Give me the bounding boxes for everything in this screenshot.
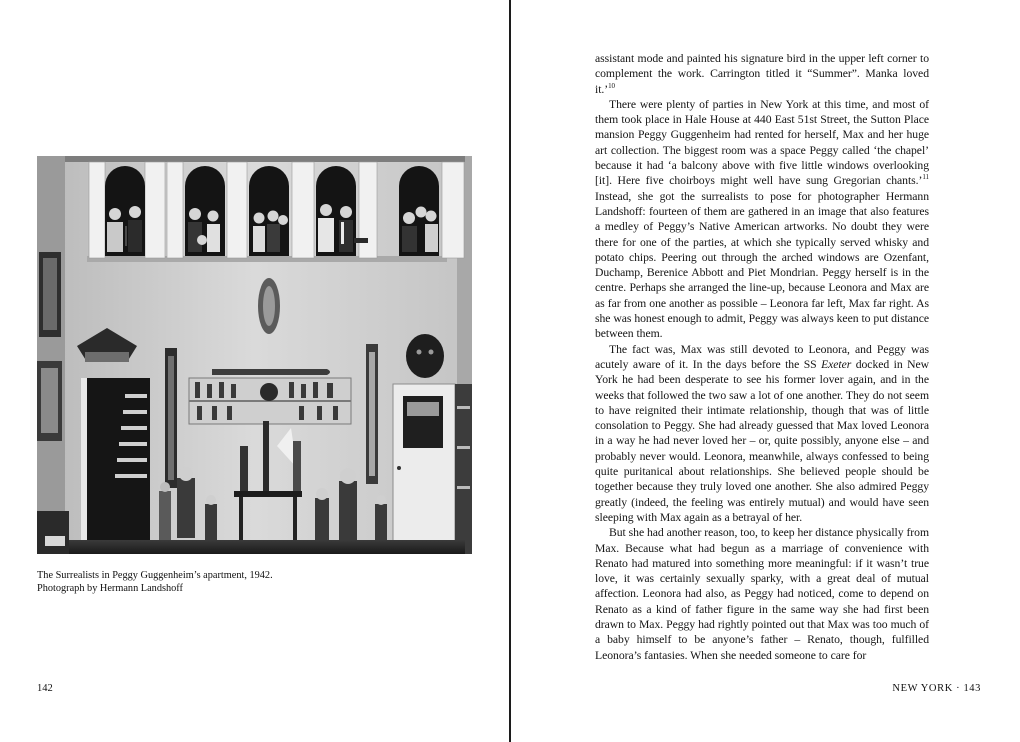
caption-line-1: The Surrealists in Peggy Guggenheim’s apartment, 1942. [37, 570, 273, 581]
paragraph [595, 97, 929, 342]
paragraph [595, 525, 929, 663]
footnote-marker: 11 [922, 173, 929, 182]
left-page [0, 0, 509, 742]
running-footer-right: NEW YORK · 143 [892, 683, 981, 694]
paragraph [595, 342, 929, 526]
text-run: Instead, she got the surrealists to pose for photographer Hermann Landshoff: fourteen of them are gathered in an image that also features a medley of Peggy’s Native American artworks. No doubt they were there for one of the parties, at which she typically served whisky and potato chips. Peering out through the arched windows are Ozenfant, Duchamp, Berenice Abbott and Piet Mondrian. Peggy herself is in the centre. Perhaps she arranged the line-up, because Leonora and Max are as far from one another as possible – Leonora far left, Max far right. As she was honest enough to admit, Peggy was always keen to put distance between them. [595, 189, 929, 341]
paragraph [595, 51, 929, 97]
text-run: assistant mode and painted his signature bird in the upper left corner to complement the work. Carrington titled it “Summer”. Manka loved it.’ [595, 52, 929, 96]
text-run: docked in New York he had been desperate to see his former lover again, and in the weeks that followed the two saw a lot of one another. They do not seem to have reignited their intimate relationship, though that was of little consolation to Peggy. She had already guessed that Max loved Leonora in a way he had never loved her – or, quite possibly, anyone else – and probably never would. Leonora, meanwhile, always confessed to being quite puritanical about relationships. She believed people should be together because they truly loved one another. She also admired Peggy greatly (indeed, the feeling was entirely mutual) and would have seen sleeping with Max again as a betrayal of her. [595, 357, 929, 524]
caption-line-2: Photograph by Hermann Landshoff [37, 583, 183, 594]
italic-text: Exeter [821, 357, 852, 371]
photo-illustration [37, 156, 472, 554]
text-run: There were plenty of parties in New York at this time, and most of them took place in Hale House at 440 East 51st Street, the Sutton Place mansion Peggy Guggenheim had rented for herself, Max and her huge art collection. The biggest room was a space Peggy called ‘the chapel’ because it had ‘a balcony above with five little windows overlooking [it]. Here five choirboys might well have sung Gregorian chants.’ [595, 97, 929, 188]
body-text [595, 51, 929, 663]
footnote-marker: 10 [608, 81, 616, 90]
text-run: The fact was, Max was still devoted to Leonora, and Peggy was acutely aware of it. In the days before the SS [595, 342, 929, 371]
page-number-left: 142 [37, 683, 53, 694]
right-page [511, 0, 1020, 742]
text-run: But she had another reason, too, to keep her distance physically from Max. Because what had begun as a marriage of convenience with Renato had matured into something more meaningful: if it wasn’t true love, it was certainly sexually sparky, with a great deal of mutual affection. Leonora had also, as Peggy had noticed, come to depend on Renato as a kind of father figure in the same way she had first been drawn to Max. Peggy had rightly pointed out that Max was too much of a baby himself to be anyone’s father – Renato, though, fulfilled Leonora’s fantasies. When she needed someone to care for [595, 526, 929, 662]
surrealists-photograph [37, 156, 472, 554]
photo-caption [37, 569, 477, 595]
